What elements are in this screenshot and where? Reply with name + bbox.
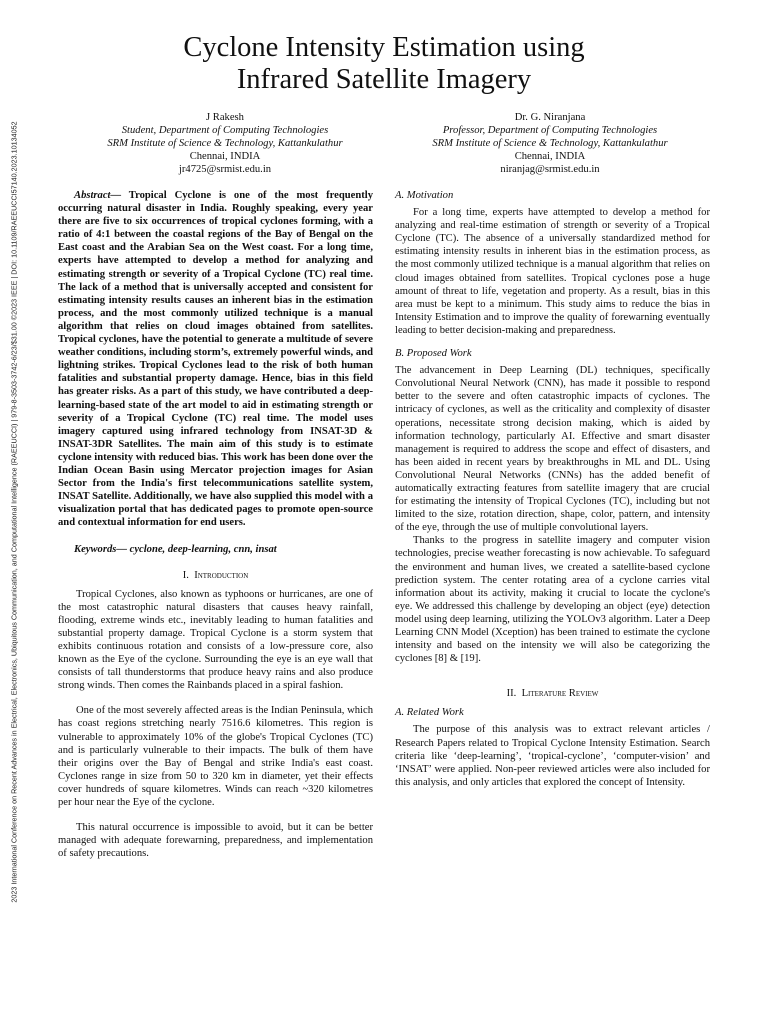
subsection-heading-related-work: A. Related Work [395,707,464,719]
right-column [395,189,710,789]
conference-doi-text: 2023 International Conference on Recent Advances in Electrical, Electronics, Ubiquitous Communication, and Computational Intelligence (RAEEUCCI) | 979-8-3503-3742-6/23/$31.00 ©2023 IEEE | DOI: 10.1109/RAEEUCCI57140.2023.10134052 [9,121,19,903]
author-email: jr4725@srmist.edu.in [178,164,272,175]
abstract-lead: Abstract— [74,190,122,201]
author-city: Chennai, INDIA [514,151,586,162]
subsection-heading-proposed-work: B. Proposed Work [395,348,472,360]
author-department: Student, Department of Computing Technologies [121,125,329,136]
author-institution: SRM Institute of Science & Technology, Kattankulathur [432,138,668,149]
abstract [58,189,373,529]
section-number: II. [506,688,517,700]
intro-paragraph-2: One of the most severely affected areas is the Indian Peninsula, which has coast regions stretching nearly 7516.6 kilometres. This region is vulnerable to approximately 10% of the globe's Tropical Cyclones (TC) and is particularly vulnerable to their impacts. The bulk of them have their origins over the Bay of Bengal and strike India's east coast. Cyclones range in size from 50 to 320 km in diameter, yet their effects cover hundreds of square kilometres. Winds can reach ~320 kilometres per hour near the Eye of the cyclone. [58,705,373,809]
intro-paragraph-3: This natural occurrence is impossible to avoid, but it can be better managed with adequate forewarning, preparedness, and implementation of safety precautions. [58,822,373,860]
title-line-2: Infrared Satellite Imagery [236,64,532,95]
author-name: Dr. G. Niranjana [514,112,586,123]
conference-sidebar [0,0,28,1024]
author-block-1 [85,111,365,176]
author-name: J Rakesh [206,112,244,123]
motivation-paragraph: For a long time, experts have attempted to develop a method for analyzing and real-time estimation of strength or severity of a Tropical Cyclone (TC). The absence of a universally standardized method for estimating intensity results in inherent bias in the estimation process, as the most commonly utilized technique is a manual algorithm that relies on cloud images obtained from satellites. Tropical cyclones pose a huge amount of threat to life, vegetation and property. As a result, bias in this area must be kept to a minimum. This study aims to reduce the bias in Intensity Estimation and to improve the quality of forewarning eventually leading to better decision-making and preparedness. [395,207,710,336]
proposed-paragraph-2: Thanks to the progress in satellite imagery and computer vision technologies, precise weather forecasting is now achievable. To safeguard the environment and human lives, we created a satellite-based cyclone prediction system. The center rotating area of a cyclone carries vital information about its activity, making it crucial to locate the cyclone's eye. We addressed this challenge by developing an object (eye) detection model using deep learning, utilizing the YOLOv3 algorithm. Later a Deep Learning CNN Model (Xception) has been trained to estimate the cyclone intensity and based on the intensity we will also be categorizing the cyclones [8] & [19]. [395,535,710,665]
title-line-1: Cyclone Intensity Estimation using [183,32,585,63]
section-title: Literature Review [521,688,599,700]
author-email: niranjag@srmist.edu.in [500,164,600,175]
intro-paragraph-1: Tropical Cyclones, also known as typhoons or hurricanes, are one of the most catastrophic natural disasters that causes heavy rainfall, flooding, extreme winds etc., inevitably leading to human fatalities and substantial property damage. Tropical Cyclone is a storm system that exhibits continuous rotation and consists of a low-pressure core, also known as the Eye of the cyclone. Surrounding the eye is an eye wall that consists of tall thunderstorms that produce heavy rains and also produce strong winds. Then comes the Rainbands placed in a spiral fashion. [58,588,373,692]
author-block-2 [410,111,690,176]
subsection-heading-motivation: A. Motivation [395,190,454,201]
related-work-paragraph: The purpose of this analysis was to extract relevant articles / Research Papers related to Tropical Cyclone Intensity Estimation. Search criteria like ‘deep-learning’, ‘tropical-cyclone’, ‘computer-vision’ and ‘INSAT’ were applied. Non-peer reviewed articles were also included for this analysis, and only articles that explored the concept of Intensity. [395,724,710,788]
section-number: I. [182,569,189,581]
author-city: Chennai, INDIA [189,151,261,162]
author-department: Professor, Department of Computing Technologies [442,125,658,136]
author-institution: SRM Institute of Science & Technology, Kattankulathur [107,138,343,149]
left-column [58,189,373,860]
section-heading-introduction [58,569,373,582]
paper-title [0,32,768,96]
section-heading-literature-review [395,687,710,700]
abstract-text: Tropical Cyclone is one of the most frequently occurring natural disaster in India. Roughly speaking, every year there are five to six occurrences of tropical cyclones forming, with a ratio of 4:1 between the coastal regions of the Bay of Bengal on the East coast and the Arabian Sea on the West coast. For a long time, experts have attempted to develop a method for analyzing and estimating strength or severity of a Tropical Cyclone (TC) real time. The lack of a method that is universally accepted and consistent for estimating intensity results causes an inherent bias in the estimation process, and the most commonly utilized technique is a manual algorithm that relies on cloud images obtained from satellites. Tropical cyclones, have the potential to generate a multitude of severe weather conditions, including storm’s, extremely powerful winds, and lightning strikes. Tropical Cyclones lead to the risk of both human fatalities and substantial property damage. Hence, bias in this field has greater risks. As a part of this study, we have contributed a deep-learning-based state of the art model to aid in estimating strength or severity of a Tropical Cyclone (TC) real time. The model uses imagery captured using infrared technology from INSAT-3D & INSAT-3DR Satellites. The main aim of this study is to estimate cyclone intensity with reduced bias. This work has been done over the Indian Ocean Basin using Mercator projection images for Asian Sector from the India's first telecommunications satellite system, INSAT Satellite. Additionally, we have also supplied this model with a visualization portal that has dedicated pages to promote open-source and contextual information for end users. [58,190,373,529]
keywords: Keywords— cyclone, deep-learning, cnn, insat [74,544,277,556]
section-title: Introduction [194,569,249,581]
proposed-paragraph-1: The advancement in Deep Learning (DL) techniques, specifically Convolutional Neural Network (CNN), has made it possible to respond better to the severe and often catastrophic impacts of cyclones. The intricacy of cyclones, as well as the criticality and complexity of disaster operations, necessitate strong decision making, which is aided by information technology, particularly AI. Effective and smart disaster management is required to address the scope and effect of disasters, and has been aided in recent years by breakthroughs in ML and DL. Using Convolutional Neural Networks (CNNs) has the added benefit of automatically extracting features from satellite imagery that are crucial for estimating the intensity of Tropical Cyclones (TC), including but not limited to the size, rotation direction, shape, color, pattern, and intensity of the eye, through the use of multiple convolutional layers. [395,365,710,534]
